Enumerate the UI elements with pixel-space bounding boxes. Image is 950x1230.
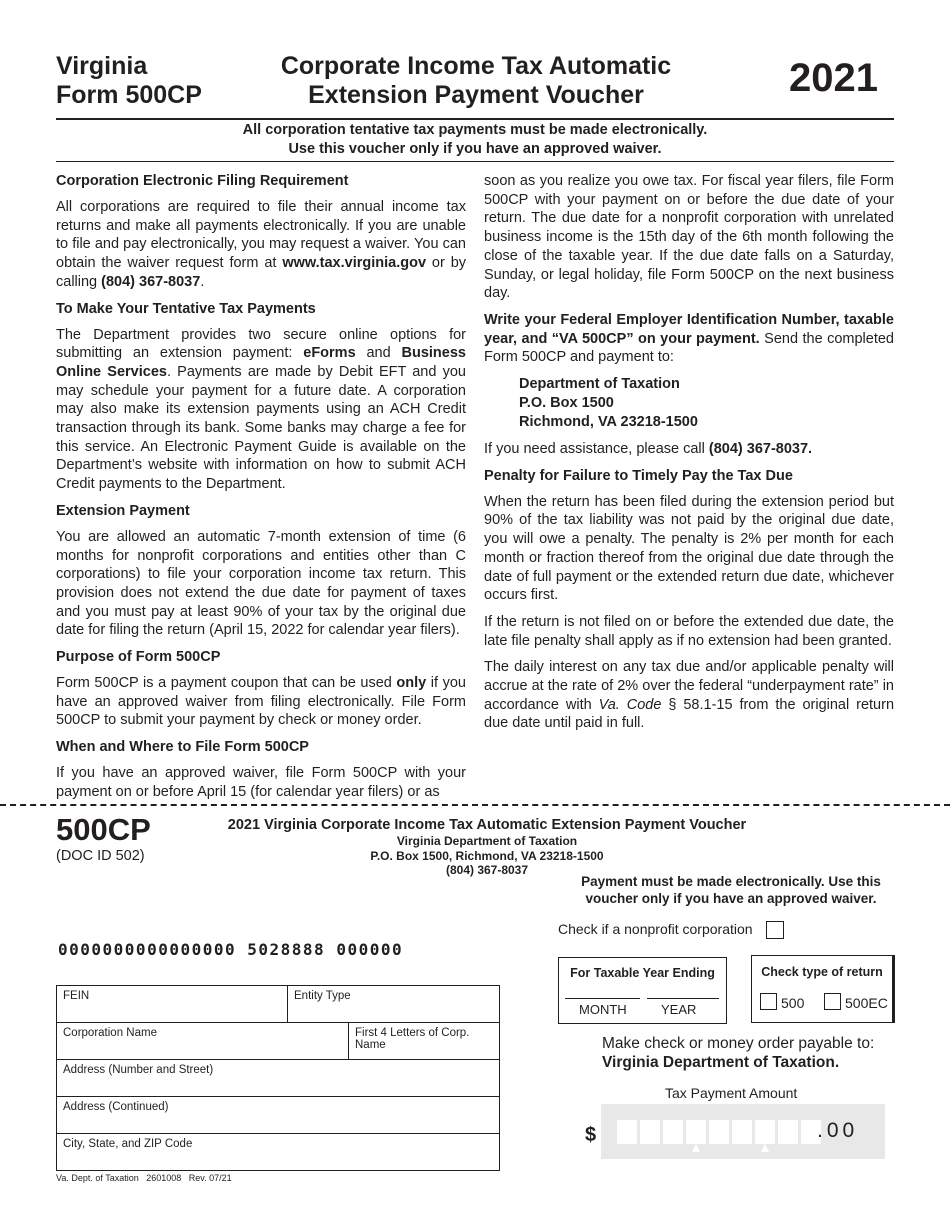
title-line-2: Extension Payment Voucher [308, 81, 644, 109]
page-title [250, 52, 702, 110]
tax-payment-amount-label: Tax Payment Amount [665, 1085, 798, 1101]
amount-digit-cell[interactable] [663, 1120, 683, 1144]
address-line-3: Richmond, VA 23218-1500 [519, 414, 698, 431]
amount-digit-cell[interactable] [755, 1120, 775, 1144]
year-label: YEAR [661, 1002, 697, 1017]
penalty-paragraph: When the return has been filed during the extension period but 90% of the tax liability was not paid by the original due date, you will owe a penalty. The penalty is 2% per month for each month or fraction thereof from the original due date through the date of full payment or the extended return due date, whichever occurs first. [484, 493, 894, 604]
amount-digit-cell[interactable] [778, 1120, 798, 1144]
electronic-payment-notice [56, 121, 894, 159]
taxable-year-label: For Taxable Year Ending [570, 966, 715, 980]
voucher-title: 2021 Virginia Corporate Income Tax Automatic Extension Payment Voucher [227, 817, 747, 833]
corporation-info-grid [56, 985, 500, 1171]
payable-line-2: Virginia Department of Taxation. [602, 1054, 840, 1071]
assistance-paragraph: If you need assistance, please call (804) 367-8037. [484, 441, 813, 458]
website-url: www.tax.virginia.gov [282, 255, 427, 272]
grid-row-name [57, 1023, 499, 1060]
when-where-continued: soon as you realize you owe tax. For fiscal year filers, file Form 500CP with your payment on or before the due date of your return. The due date for a nonprofit corporation with unrelated business income is the 15th day of the 6th month following the close of the taxable year. If the due date falls on a Saturday, Sunday, or legal holiday, file Form 500CP on the next business day. [484, 173, 894, 302]
checkbox-500ec[interactable] [824, 993, 841, 1010]
nonprofit-option [558, 921, 784, 939]
return-option-500[interactable] [760, 993, 804, 1011]
amount-digit-cell[interactable] [686, 1120, 706, 1144]
scan-line: 0000000000000000 5028888 000000 [58, 940, 404, 959]
efile-paragraph: All corporations are required to file their annual income tax returns and make all payments electronically. If you are unable to file and pay electronically, you may request a waiver. You can obtain the waiver request form at www.tax.virginia.gov or by calling (804) 367-8037. [56, 199, 467, 290]
tentative-paragraph: The Department provides two secure online options for submitting an extension payment: eForms and Business Online Services. Payments are made by Debit EFT and you may schedule your payment for a future date. A corporation may also make its extension payments using an ACH Credit transaction through its bank. Some banks may charge a fee for this service. An Electronic Payment Guide is available on the Department’s website with information on how to submit ACH Credit payments to the Department. [56, 326, 466, 493]
grid-row-address-continued [57, 1097, 499, 1134]
return-type-box [751, 955, 895, 1023]
voucher-address: P.O. Box 1500, Richmond, VA 23218-1500 [370, 848, 604, 863]
amount-digit-cell[interactable] [732, 1120, 752, 1144]
extension-paragraph: You are allowed an automatic 7-month extension of time (6 months for nonprofit corporations and entities other than C corporations) to file your corporation income tax return. This provision does not extend the due date for payment of taxes and you must pay at least 90% of your tax by the original due date for filing the return (April 15, 2022 for calendar year filers). [56, 528, 466, 639]
dollar-sign: $ [585, 1124, 597, 1146]
interest-paragraph: The daily interest on any tax due and/or applicable penalty will accrue at the rate of 2% over the federal “underpayment rate” in accordance with Va. Code § 58.1-15 from the original return due date until paid in full. [484, 659, 895, 732]
section-heading-tentative: To Make Your Tentative Tax Payments [56, 300, 316, 317]
option-500-label: 500 [781, 995, 805, 1011]
section-heading-when-where: When and Where to File Form 500CP [56, 739, 309, 756]
entity-type-field[interactable] [287, 986, 499, 1022]
notice-rule [56, 161, 894, 162]
month-label: MONTH [579, 1002, 627, 1017]
return-type-label: Check type of return [761, 965, 883, 979]
checkbox-500[interactable] [760, 993, 777, 1010]
purpose-paragraph: Form 500CP is a payment coupon that can be used only if you have an approved waiver from filing electronically. File Form 500CP to submit your payment by check or money order. [56, 675, 466, 729]
year-input[interactable] [647, 998, 719, 999]
voucher-note-line-1: Payment must be made electronically. Use this [581, 874, 881, 889]
grid-row-address [57, 1060, 499, 1097]
address-continued-label: Address (Continued) [63, 1101, 169, 1113]
corporation-name-field[interactable] [57, 1023, 348, 1059]
address-street-field[interactable] [57, 1060, 499, 1096]
payment-marking-paragraph: Write your Federal Employer Identification Number, taxable year, and “VA 500CP” on your payment. Send the completed Form 500CP and payment to: [484, 311, 894, 366]
voucher-title-block [190, 817, 784, 878]
amount-digit-cell[interactable] [617, 1120, 637, 1144]
month-input[interactable] [565, 998, 640, 999]
amount-digit-cell[interactable] [640, 1120, 660, 1144]
state-name: Virginia [56, 52, 148, 80]
return-option-500ec[interactable] [824, 993, 888, 1011]
tax-year: 2021 [789, 56, 878, 100]
option-500ec-label: 500EC [845, 995, 888, 1011]
fein-label: FEIN [63, 990, 90, 1002]
entity-type-label: Entity Type [294, 990, 351, 1002]
payable-line-1: Make check or money order payable to: [602, 1035, 875, 1052]
phone-number: (804) 367-8037 [101, 273, 201, 290]
grid-row-city [57, 1134, 499, 1171]
mailing-address [484, 375, 894, 432]
detach-line [0, 804, 950, 806]
voucher-department: Virginia Department of Taxation [396, 834, 578, 848]
voucher-electronic-note [556, 873, 906, 907]
when-where-paragraph: If you have an approved waiver, file Form 500CP with your payment on or before April 15 (for calendar year filers) or as [56, 765, 466, 800]
notice-line-1: All corporation tentative tax payments must be made electronically. [242, 122, 708, 138]
address-continued-field[interactable] [57, 1097, 499, 1133]
section-heading-purpose: Purpose of Form 500CP [56, 649, 221, 666]
first-four-letters-field[interactable] [348, 1023, 499, 1059]
taxable-year-box [558, 957, 727, 1024]
form-number: Form 500CP [56, 81, 202, 109]
city-state-zip-field[interactable] [57, 1134, 499, 1171]
section-heading-penalty: Penalty for Failure to Timely Pay the Tax Due [484, 467, 793, 484]
address-line-1: Department of Taxation [519, 376, 680, 393]
voucher-doc-id: (DOC ID 502) [56, 848, 145, 864]
assistance-phone: (804) 367-8037. [708, 441, 813, 458]
grid-row-fein [57, 986, 499, 1023]
amount-cents: .00 [817, 1119, 859, 1142]
form-identifier [56, 52, 202, 110]
first-four-letters-label: First 4 Letters of Corp. Name [355, 1027, 470, 1051]
section-heading-efile: Corporation Electronic Filing Requirement [56, 173, 349, 189]
nonprofit-checkbox[interactable] [766, 921, 784, 939]
instructions-left-column [56, 172, 466, 810]
header-rule [56, 118, 894, 120]
form-footer: Va. Dept. of Taxation 2601008 Rev. 07/21 [56, 1173, 232, 1183]
voucher-form-code: 500CP [56, 812, 151, 847]
voucher-note-line-2: voucher only if you have an approved waiver. [585, 891, 877, 906]
title-line-1: Corporate Income Tax Automatic [280, 52, 672, 80]
address-street-label: Address (Number and Street) [63, 1064, 214, 1076]
section-heading-extension: Extension Payment [56, 502, 190, 519]
city-state-zip-label: City, State, and ZIP Code [63, 1138, 193, 1150]
payable-to [602, 1034, 874, 1072]
voucher-phone: (804) 367-8037 [445, 863, 529, 877]
fein-field[interactable] [57, 986, 287, 1022]
late-file-paragraph: If the return is not filed on or before the extended due date, the late file penalty shall apply as if no extension had been granted. [484, 613, 894, 649]
notice-line-2: Use this voucher only if you have an approved waiver. [288, 141, 662, 157]
nonprofit-label: Check if a nonprofit corporation [558, 921, 753, 937]
instructions-right-column [484, 172, 894, 741]
amount-digit-cell[interactable] [709, 1120, 729, 1144]
address-line-2: P.O. Box 1500 [519, 395, 614, 412]
tax-payment-amount-input[interactable] [601, 1104, 885, 1159]
corporation-name-label: Corporation Name [63, 1027, 157, 1039]
